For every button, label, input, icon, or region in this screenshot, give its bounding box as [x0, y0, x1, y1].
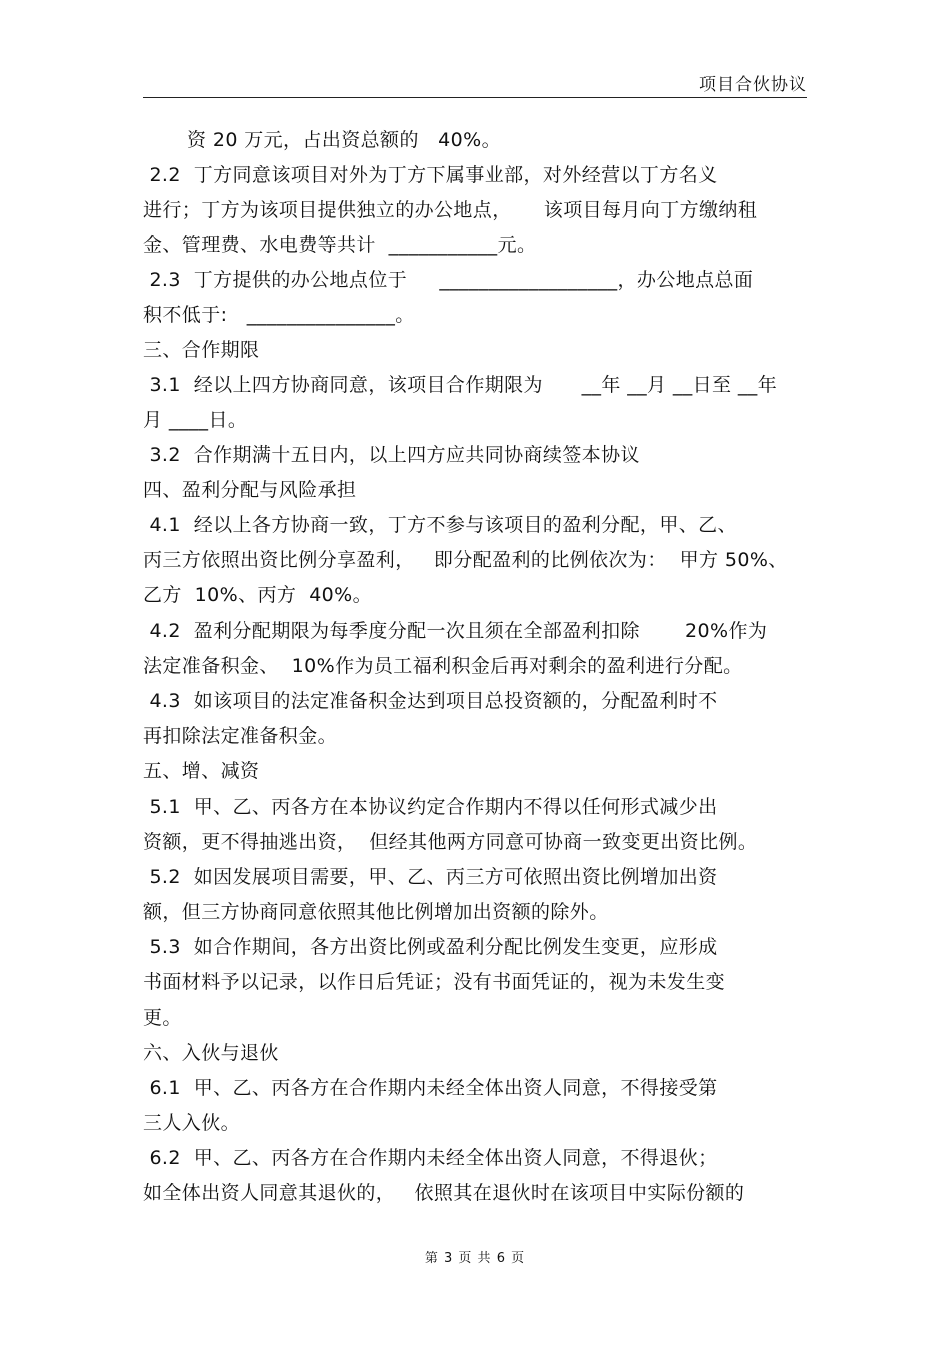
body-line-29: 三人入伙。 — [143, 1112, 241, 1134]
page-header-title: 项目合伙协议 — [699, 75, 807, 95]
body-line-20: 5.1 甲、乙、丙各方在本协议约定合作期内不得以任何形式减少出 — [143, 796, 718, 818]
body-line-18: 再扣除法定准备积金。 — [143, 725, 338, 747]
body-line-2: 2.2 丁方同意该项目对外为丁方下属事业部，对外经营以丁方名义 — [143, 164, 718, 186]
body-line-10: 3.2 合作期满十五日内，以上四方应共同协商续签本协议 — [143, 444, 640, 466]
body-line-14: 乙方 10%、丙方 40%。 — [143, 584, 373, 606]
page-number-footer: 第 3 页 共 6 页 — [424, 1251, 526, 1266]
body-line-1: 资 20 万元，占出资总额的 40%。 — [187, 129, 502, 151]
body-line-24: 5.3 如合作期间，各方出资比例或盈利分配比例发生变更，应形成 — [143, 936, 718, 958]
body-line-28: 6.1 甲、乙、丙各方在合作期内未经全体出资人同意，不得接受第 — [143, 1077, 718, 1099]
header-rule — [143, 97, 807, 98]
body-line-23: 额，但三方协商同意依照其他比例增加出资额的除外。 — [143, 901, 609, 923]
body-line-15: 4.2 盈利分配期限为每季度分配一次且须在全部盈利扣除 20%作为 — [143, 620, 768, 642]
body-line-3: 进行；丁方为该项目提供独立的办公地点， 该项目每月向丁方缴纳租 — [143, 199, 758, 221]
body-line-13: 丙三方依照出资比例分享盈利， 即分配盈利的比例依次为： 甲方 50%、 — [143, 549, 788, 571]
section-heading-4: 四、盈利分配与风险承担 — [143, 479, 357, 501]
section-heading-3: 三、合作期限 — [143, 339, 260, 361]
body-line-5: 2.3 丁方提供的办公地点位于 __________________，办公地点总面 — [143, 269, 754, 291]
section-heading-5: 五、增、减资 — [143, 760, 260, 782]
section-heading-6: 六、入伙与退伙 — [143, 1042, 279, 1064]
body-line-12: 4.1 经以上各方协商一致，丁方不参与该项目的盈利分配，甲、乙、 — [143, 514, 737, 536]
body-line-22: 5.2 如因发展项目需要，甲、乙、丙三方可依照出资比例增加出资 — [143, 866, 718, 888]
body-line-17: 4.3 如该项目的法定准备积金达到项目总投资额的，分配盈利时不 — [143, 690, 718, 712]
body-line-4: 金、管理费、水电费等共计 ___________元。 — [143, 234, 537, 256]
body-line-6: 积不低于: _______________。 — [143, 304, 415, 326]
body-line-26: 更。 — [143, 1007, 182, 1029]
body-line-31: 如全体出资人同意其退伙的， 依照其在退伙时在该项目中实际份额的 — [143, 1182, 745, 1204]
body-line-9: 月 ____日。 — [143, 409, 248, 431]
body-line-16: 法定准备积金、 10%作为员工福利积金后再对剩余的盈利进行分配。 — [143, 655, 743, 677]
body-line-21: 资额，更不得抽逃出资， 但经其他两方同意可协商一致变更出资比例。 — [143, 831, 758, 853]
body-line-8: 3.1 经以上四方协商同意，该项目合作期限为 __年 __月 __日至 __年 — [143, 374, 778, 396]
body-line-25: 书面材料予以记录，以作日后凭证；没有书面凭证的，视为未发生变 — [143, 971, 726, 993]
body-line-30: 6.2 甲、乙、丙各方在合作期内未经全体出资人同意，不得退伙； — [143, 1147, 718, 1169]
